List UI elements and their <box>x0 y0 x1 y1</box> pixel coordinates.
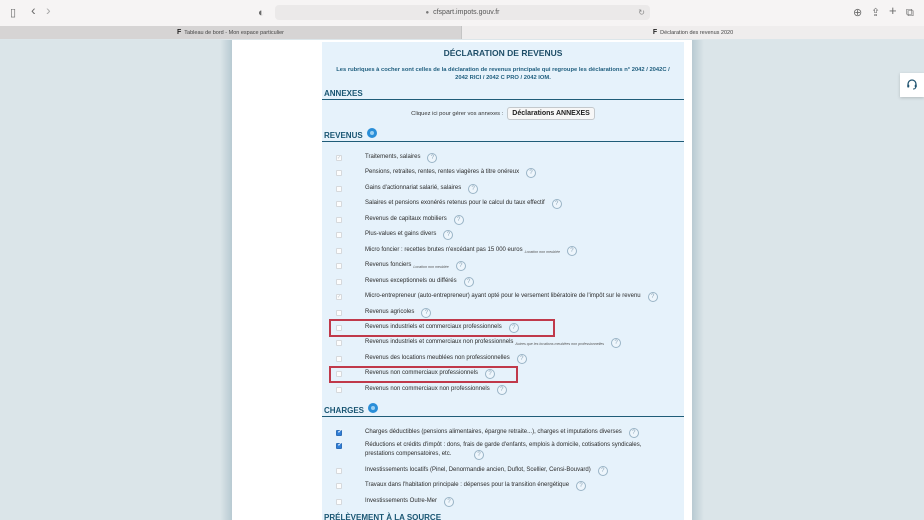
annexes-heading-text: ANNEXES <box>324 89 363 98</box>
tab-label: Tableau de bord - Mon espace particulier <box>184 29 284 36</box>
charges-item <box>336 428 639 438</box>
back-icon[interactable]: ‹ <box>31 2 36 18</box>
help-icon[interactable]: ? <box>598 466 608 476</box>
help-icon[interactable]: ? <box>456 261 466 271</box>
item-label: Plus-values et gains divers <box>365 231 437 237</box>
charges-item <box>336 441 655 459</box>
help-icon[interactable]: ? <box>474 450 484 460</box>
item-label: Traitements, salaires <box>365 154 421 160</box>
help-icon[interactable]: ? <box>454 215 464 225</box>
charges-item <box>336 466 608 476</box>
new-tab-icon[interactable]: + <box>889 3 897 18</box>
item-label: Micro foncier : recettes brutes n'excédant pas 15 000 euros <box>365 247 523 253</box>
highlight-box-bic-pro <box>329 319 555 337</box>
help-icon[interactable]: ? <box>629 428 639 438</box>
help-icon[interactable]: ? <box>443 230 453 240</box>
section-heading-charges <box>324 405 378 415</box>
revenus-item <box>336 277 474 287</box>
forward-icon[interactable]: › <box>46 2 51 18</box>
checkbox[interactable] <box>336 170 342 176</box>
headset-icon <box>906 78 918 93</box>
tab-declaration-revenus[interactable] <box>462 26 924 39</box>
help-icon[interactable]: ? <box>526 168 536 178</box>
item-label: Charges déductibles (pensions alimentaires, épargne retraite...), charges et imputations diverses <box>365 429 622 435</box>
privacy-shield-icon[interactable]: ◐ <box>258 7 265 19</box>
charges-heading-text: CHARGES <box>324 405 365 415</box>
help-icon[interactable]: ? <box>576 481 586 491</box>
checkbox[interactable] <box>336 468 342 474</box>
charges-item <box>336 497 454 507</box>
item-label: Revenus fonciers <box>365 262 412 268</box>
favicon-icon: F <box>652 29 658 36</box>
checkbox[interactable] <box>336 155 342 161</box>
revenus-item <box>336 261 466 272</box>
help-icon[interactable]: ? <box>497 385 507 395</box>
browser-toolbar <box>0 0 924 26</box>
item-label: Revenus exceptionnels ou différés <box>365 278 457 284</box>
help-icon[interactable]: ? <box>648 292 658 302</box>
item-label: Revenus de capitaux mobiliers <box>365 216 447 222</box>
revenus-item <box>336 230 453 240</box>
sidebar-toggle-icon[interactable]: ▯ <box>10 7 17 19</box>
item-label: Revenus industriels et commerciaux non professionnels <box>365 339 514 345</box>
page-subtitle: Les rubriques à cocher sont celles de la déclaration de revenus principale qui regroupe les déclarations n° 2042 / 2042C / 2042 RICI / 2042 C PRO / 2042 IOM. <box>336 67 670 81</box>
revenus-item <box>336 308 431 318</box>
revenus-item <box>336 338 621 349</box>
info-bubble-icon[interactable] <box>368 403 378 413</box>
checkbox[interactable] <box>336 232 342 238</box>
tab-overview-icon[interactable]: ⧉ <box>906 7 914 19</box>
item-label: Travaux dans l'habitation principale : dépenses pour la transition énergétique <box>365 482 570 488</box>
revenus-item <box>336 246 577 257</box>
checkbox[interactable] <box>336 294 342 300</box>
checkbox[interactable] <box>336 356 342 362</box>
annexes-row <box>322 107 684 120</box>
checkbox[interactable] <box>336 483 342 489</box>
help-icon[interactable]: ? <box>567 246 577 256</box>
checkbox[interactable] <box>336 263 342 269</box>
section-heading-prelevement: PRÉLÈVEMENT À LA SOURCE <box>324 513 442 520</box>
help-icon[interactable]: ? <box>421 308 431 318</box>
help-icon[interactable]: ? <box>517 354 527 364</box>
help-icon[interactable]: ? <box>611 338 621 348</box>
annexes-prompt: Cliquez ici pour gérer vos annexes : <box>411 110 504 117</box>
revenus-item <box>336 354 527 364</box>
help-icon[interactable]: ? <box>509 323 519 333</box>
revenus-item <box>336 215 464 225</box>
checkbox[interactable] <box>336 499 342 505</box>
help-icon[interactable]: ? <box>464 277 474 287</box>
checkbox[interactable] <box>336 217 342 223</box>
revenus-item <box>336 153 437 163</box>
page-shadow-right <box>692 40 704 520</box>
help-icon[interactable]: ? <box>444 497 454 507</box>
help-icon[interactable]: ? <box>468 184 478 194</box>
item-label: Investissements locatifs (Pinel, Denormandie ancien, Duflot, Scellier, Censi-Bouvard) <box>365 467 591 473</box>
item-label: Réductions et crédits d'impôt : dons, frais de garde d'enfants, emplois à domicile, cotisations syndicales, prestations compensatoires, etc. <box>365 442 642 457</box>
revenus-heading-text: REVENUS <box>324 130 363 140</box>
help-icon[interactable]: ? <box>485 369 495 379</box>
revenus-item <box>336 385 507 395</box>
revenus-item <box>336 184 478 194</box>
favicon-icon: F <box>177 29 182 36</box>
checkbox[interactable] <box>336 310 342 316</box>
revenus-item <box>336 199 562 209</box>
item-label: Investissements Outre-Mer <box>365 498 438 504</box>
checkbox[interactable] <box>336 279 342 285</box>
url-text: cfspart.impots.gouv.fr <box>433 9 500 16</box>
checkbox[interactable] <box>336 430 342 436</box>
tab-tableau-de-bord[interactable] <box>0 26 462 39</box>
share-icon[interactable]: ⇪ <box>871 7 881 19</box>
lock-icon: ● <box>425 9 430 16</box>
section-heading-revenus <box>324 130 377 140</box>
checkbox[interactable] <box>336 443 342 449</box>
info-bubble-icon[interactable] <box>367 128 377 138</box>
charges-item <box>336 481 586 491</box>
checkbox[interactable] <box>336 201 342 207</box>
page-shadow-left <box>220 40 232 520</box>
item-label: Salaires et pensions exonérés retenus pour le calcul du taux effectif <box>365 200 545 206</box>
help-icon[interactable]: ? <box>427 153 437 163</box>
tab-bar <box>0 26 924 39</box>
item-label: Revenus non commerciaux non professionnels <box>365 386 490 392</box>
item-note: Location non meublée <box>524 250 560 254</box>
item-label: Micro-entrepreneur (auto-entrepreneur) ayant opté pour le versement libératoire de l'impôt sur le revenu <box>365 293 641 299</box>
divider <box>322 99 684 100</box>
help-icon[interactable]: ? <box>552 199 562 209</box>
item-label: Gains d'actionnariat salarié, salaires <box>365 185 462 191</box>
item-note: Location non meublée <box>413 265 449 269</box>
declarations-annexes-button[interactable]: Déclarations ANNEXES <box>507 107 595 120</box>
tab-label: Déclaration des revenus 2020 <box>660 29 734 36</box>
item-note: Autres que les locations meublées non professionnelles <box>515 342 605 346</box>
reload-icon[interactable]: ↻ <box>638 8 645 17</box>
revenus-item <box>336 292 658 302</box>
item-label: Revenus non commerciaux professionnels <box>365 370 479 376</box>
downloads-icon[interactable]: ⊕ <box>853 7 863 19</box>
item-label: Revenus agricoles <box>365 309 415 315</box>
checkbox[interactable] <box>336 248 342 254</box>
item-label: Revenus industriels et commerciaux professionnels <box>365 324 502 330</box>
divider <box>322 416 684 417</box>
checkbox[interactable] <box>336 387 342 393</box>
item-label: Pensions, retraites, rentes, rentes viagères à titre onéreux <box>365 169 520 175</box>
revenus-item <box>336 168 536 178</box>
checkbox[interactable] <box>336 340 342 346</box>
checkbox[interactable] <box>336 186 342 192</box>
section-heading-annexes <box>324 89 363 98</box>
address-bar[interactable] <box>275 5 650 20</box>
divider <box>322 141 684 142</box>
highlight-box-bnc-pro <box>329 366 518 383</box>
page-title: DÉCLARATION DE REVENUS <box>443 48 563 58</box>
support-button[interactable] <box>900 73 924 97</box>
item-label: Revenus des locations meublées non professionnelles <box>365 355 510 361</box>
